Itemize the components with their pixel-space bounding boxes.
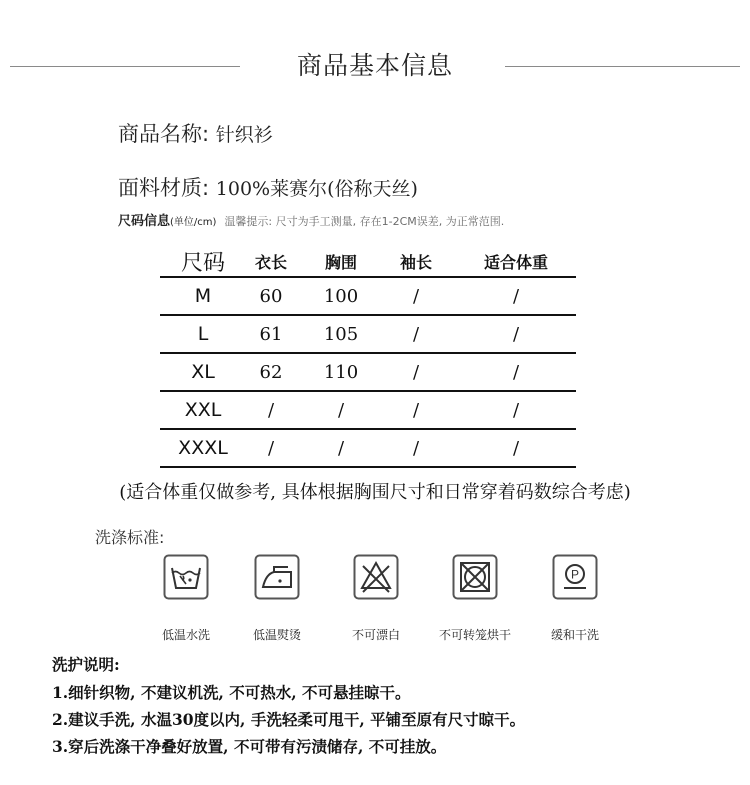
wash-label-2: 低温熨烫: [252, 628, 301, 642]
chest-cell: /: [337, 437, 345, 459]
length-cell: 61: [259, 323, 283, 345]
no-tumble-dry-icon: [452, 554, 498, 600]
chest-cell: /: [337, 399, 345, 421]
page-title: 商品基本信息: [296, 51, 453, 80]
table-row: [160, 392, 576, 430]
care-line-3: 3.穿后洗涤干净叠好放置, 不可带有污渍储存, 不可挂放。: [52, 737, 447, 756]
product-name-label: 商品名称:: [118, 122, 210, 146]
wash-label-5: 缓和干洗: [550, 628, 599, 642]
size-info-tip: 温馨提示: 尺寸为手工测量, 存在1-2CM误差, 为正常范围.: [224, 215, 505, 228]
weight-note: (适合体重仅做参考, 具体根据胸围尺寸和日常穿着码数综合考虑): [119, 482, 631, 503]
weight-cell: /: [512, 323, 520, 345]
material-label: 面料材质:: [118, 176, 210, 200]
table-row: [160, 430, 576, 468]
care-line-1: 1.细针织物, 不建议机洗, 不可热水, 不可悬挂晾干。: [52, 683, 411, 702]
product-name-value: 针织衫: [215, 124, 273, 146]
size-info-title: 尺码信息: [118, 214, 171, 229]
material-value: 100%莱赛尔(俗称天丝): [215, 178, 418, 200]
weight-cell: /: [512, 361, 520, 383]
care-line-2: 2.建议手洗, 水温30度以内, 手洗轻柔可甩干, 平铺至原有尺寸晾干。: [52, 710, 526, 729]
length-cell: 62: [259, 361, 283, 383]
svg-text:P: P: [570, 567, 580, 582]
size-cell: M: [194, 285, 212, 307]
low-temp-wash-icon: [163, 554, 209, 600]
chest-cell: 105: [323, 323, 359, 345]
header-cell-chest: 胸围: [324, 252, 357, 272]
size-table-header: [160, 246, 576, 278]
size-cell: XXXL: [178, 437, 228, 459]
chest-cell: 110: [323, 361, 359, 383]
sleeve-cell: /: [412, 285, 420, 307]
table-row: [160, 316, 576, 354]
table-row: [160, 354, 576, 392]
size-cell: XL: [191, 361, 215, 383]
sleeve-cell: /: [412, 399, 420, 421]
header-cell-length: 衣长: [254, 252, 287, 272]
length-cell: 60: [259, 285, 283, 307]
size-cell: XXL: [184, 399, 222, 421]
length-cell: /: [267, 399, 275, 421]
wash-label-1: 低温水洗: [161, 628, 210, 642]
table-row: [160, 278, 576, 316]
header-cell-weight: 适合体重: [483, 252, 548, 272]
size-table: [160, 246, 576, 468]
header-cell-sleeve: 袖长: [399, 252, 432, 272]
size-info-heading: [118, 210, 504, 229]
size-info-unit: (单位/cm): [170, 217, 217, 228]
product-name-row: [118, 118, 273, 148]
care-title: 洗护说明:: [52, 655, 120, 674]
low-temp-iron-icon: [254, 554, 300, 600]
wash-label-4: 不可转笼烘干: [438, 628, 511, 642]
weight-cell: /: [512, 437, 520, 459]
washing-title: 洗涤标准:: [95, 528, 165, 547]
size-cell: L: [197, 323, 209, 345]
weight-cell: /: [512, 285, 520, 307]
material-row: [118, 172, 418, 202]
wash-label-3: 不可漂白: [351, 628, 400, 642]
sleeve-cell: /: [412, 437, 420, 459]
header-cell-size: 尺码: [180, 250, 225, 276]
length-cell: /: [267, 437, 275, 459]
no-bleach-icon: [353, 554, 399, 600]
sleeve-cell: /: [412, 323, 420, 345]
weight-cell: /: [512, 399, 520, 421]
gentle-dry-clean-icon: [552, 554, 598, 600]
sleeve-cell: /: [412, 361, 420, 383]
chest-cell: 100: [323, 285, 359, 307]
